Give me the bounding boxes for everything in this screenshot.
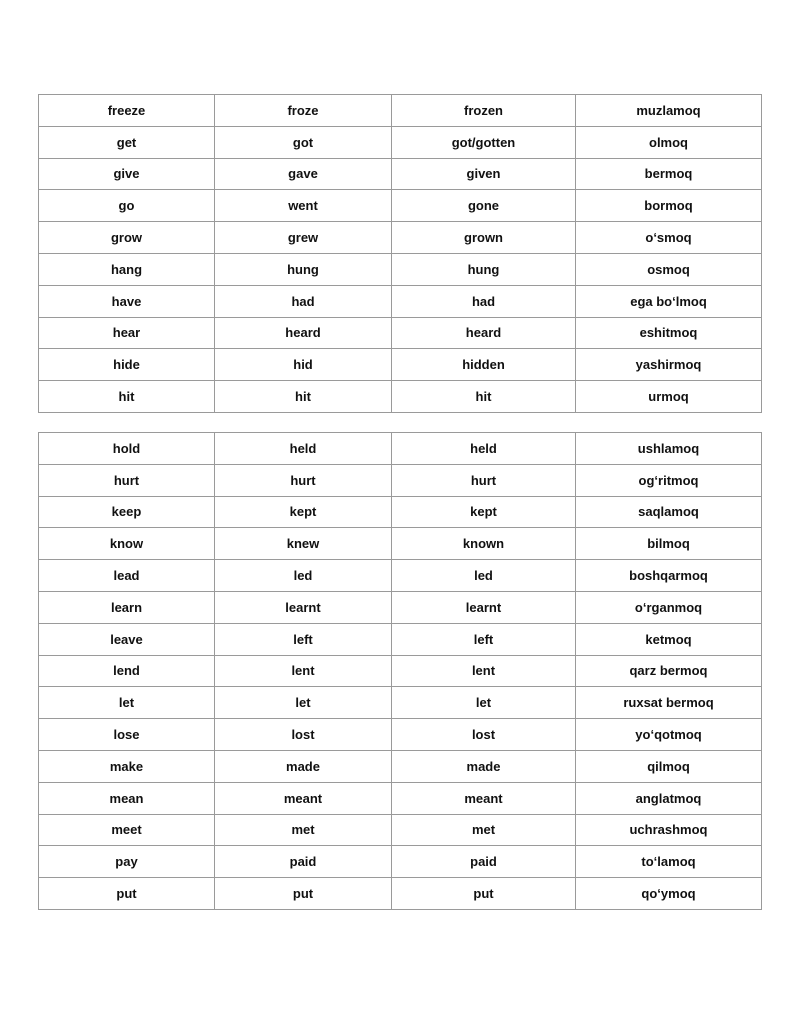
translation-cell: ega bo‘lmoq	[576, 285, 762, 317]
translation-cell: saqlamoq	[576, 496, 762, 528]
past-participle-cell: known	[392, 528, 576, 560]
translation-cell: urmoq	[576, 381, 762, 413]
table-row	[39, 750, 762, 782]
table-row	[39, 528, 762, 560]
past-simple-cell: put	[215, 878, 392, 910]
base-form-cell: lend	[39, 655, 215, 687]
translation-cell: qilmoq	[576, 750, 762, 782]
base-form-cell: make	[39, 750, 215, 782]
base-form-cell: give	[39, 158, 215, 190]
table-row	[39, 190, 762, 222]
past-participle-cell: hidden	[392, 349, 576, 381]
base-form-cell: grow	[39, 222, 215, 254]
translation-cell: to‘lamoq	[576, 846, 762, 878]
table-row	[39, 317, 762, 349]
past-participle-cell: led	[392, 560, 576, 592]
past-simple-cell: lost	[215, 719, 392, 751]
past-simple-cell: hit	[215, 381, 392, 413]
past-participle-cell: meant	[392, 782, 576, 814]
translation-cell: uchrashmoq	[576, 814, 762, 846]
past-simple-cell: lent	[215, 655, 392, 687]
past-simple-cell: left	[215, 623, 392, 655]
past-participle-cell: hung	[392, 253, 576, 285]
past-participle-cell: met	[392, 814, 576, 846]
past-participle-cell: frozen	[392, 95, 576, 127]
past-participle-cell: gone	[392, 190, 576, 222]
past-participle-cell: hurt	[392, 464, 576, 496]
base-form-cell: hold	[39, 433, 215, 465]
base-form-cell: get	[39, 126, 215, 158]
table-row	[39, 126, 762, 158]
table-row	[39, 814, 762, 846]
base-form-cell: hear	[39, 317, 215, 349]
table-row	[39, 95, 762, 127]
base-form-cell: have	[39, 285, 215, 317]
past-participle-cell: lent	[392, 655, 576, 687]
table-row	[39, 433, 762, 465]
past-participle-cell: let	[392, 687, 576, 719]
past-participle-cell: put	[392, 878, 576, 910]
past-simple-cell: got	[215, 126, 392, 158]
base-form-cell: lead	[39, 560, 215, 592]
translation-cell: qarz bermoq	[576, 655, 762, 687]
past-participle-cell: hit	[392, 381, 576, 413]
past-participle-cell: held	[392, 433, 576, 465]
table-row	[39, 782, 762, 814]
base-form-cell: freeze	[39, 95, 215, 127]
translation-cell: eshitmoq	[576, 317, 762, 349]
past-simple-cell: knew	[215, 528, 392, 560]
past-simple-cell: kept	[215, 496, 392, 528]
table-row	[39, 560, 762, 592]
verb-table-2	[38, 432, 762, 910]
past-simple-cell: had	[215, 285, 392, 317]
past-simple-cell: froze	[215, 95, 392, 127]
past-simple-cell: met	[215, 814, 392, 846]
past-simple-cell: led	[215, 560, 392, 592]
translation-cell: muzlamoq	[576, 95, 762, 127]
table-row	[39, 655, 762, 687]
past-simple-cell: paid	[215, 846, 392, 878]
base-form-cell: pay	[39, 846, 215, 878]
past-simple-cell: learnt	[215, 591, 392, 623]
base-form-cell: go	[39, 190, 215, 222]
past-participle-cell: heard	[392, 317, 576, 349]
past-simple-cell: meant	[215, 782, 392, 814]
translation-cell: og‘ritmoq	[576, 464, 762, 496]
past-simple-cell: hung	[215, 253, 392, 285]
table-row	[39, 464, 762, 496]
base-form-cell: hurt	[39, 464, 215, 496]
base-form-cell: hit	[39, 381, 215, 413]
past-simple-cell: hid	[215, 349, 392, 381]
translation-cell: o‘smoq	[576, 222, 762, 254]
translation-cell: ushlamoq	[576, 433, 762, 465]
base-form-cell: keep	[39, 496, 215, 528]
past-participle-cell: got/gotten	[392, 126, 576, 158]
translation-cell: bilmoq	[576, 528, 762, 560]
base-form-cell: hang	[39, 253, 215, 285]
table-row	[39, 719, 762, 751]
table-row	[39, 253, 762, 285]
past-participle-cell: had	[392, 285, 576, 317]
translation-cell: qo‘ymoq	[576, 878, 762, 910]
table-row	[39, 285, 762, 317]
translation-cell: boshqarmoq	[576, 560, 762, 592]
table-row	[39, 158, 762, 190]
verb-table-body	[39, 433, 762, 910]
past-simple-cell: heard	[215, 317, 392, 349]
table-row	[39, 496, 762, 528]
translation-cell: ketmoq	[576, 623, 762, 655]
past-participle-cell: kept	[392, 496, 576, 528]
base-form-cell: hide	[39, 349, 215, 381]
translation-cell: olmoq	[576, 126, 762, 158]
translation-cell: osmoq	[576, 253, 762, 285]
base-form-cell: learn	[39, 591, 215, 623]
table-row	[39, 222, 762, 254]
translation-cell: yo‘qotmoq	[576, 719, 762, 751]
past-participle-cell: lost	[392, 719, 576, 751]
base-form-cell: mean	[39, 782, 215, 814]
table-row	[39, 591, 762, 623]
table-row	[39, 623, 762, 655]
base-form-cell: meet	[39, 814, 215, 846]
past-simple-cell: gave	[215, 158, 392, 190]
verb-table-body	[39, 95, 762, 413]
past-simple-cell: let	[215, 687, 392, 719]
translation-cell: yashirmoq	[576, 349, 762, 381]
past-participle-cell: left	[392, 623, 576, 655]
translation-cell: bermoq	[576, 158, 762, 190]
past-simple-cell: grew	[215, 222, 392, 254]
table-row	[39, 878, 762, 910]
translation-cell: o‘rganmoq	[576, 591, 762, 623]
translation-cell: ruxsat bermoq	[576, 687, 762, 719]
past-participle-cell: learnt	[392, 591, 576, 623]
verb-table-1	[38, 94, 762, 413]
past-participle-cell: made	[392, 750, 576, 782]
table-row	[39, 846, 762, 878]
translation-cell: anglatmoq	[576, 782, 762, 814]
table-row	[39, 381, 762, 413]
past-simple-cell: went	[215, 190, 392, 222]
past-participle-cell: grown	[392, 222, 576, 254]
base-form-cell: put	[39, 878, 215, 910]
table-row	[39, 349, 762, 381]
past-simple-cell: made	[215, 750, 392, 782]
table-row	[39, 687, 762, 719]
past-participle-cell: given	[392, 158, 576, 190]
base-form-cell: lose	[39, 719, 215, 751]
past-simple-cell: hurt	[215, 464, 392, 496]
base-form-cell: know	[39, 528, 215, 560]
past-participle-cell: paid	[392, 846, 576, 878]
base-form-cell: let	[39, 687, 215, 719]
past-simple-cell: held	[215, 433, 392, 465]
base-form-cell: leave	[39, 623, 215, 655]
translation-cell: bormoq	[576, 190, 762, 222]
